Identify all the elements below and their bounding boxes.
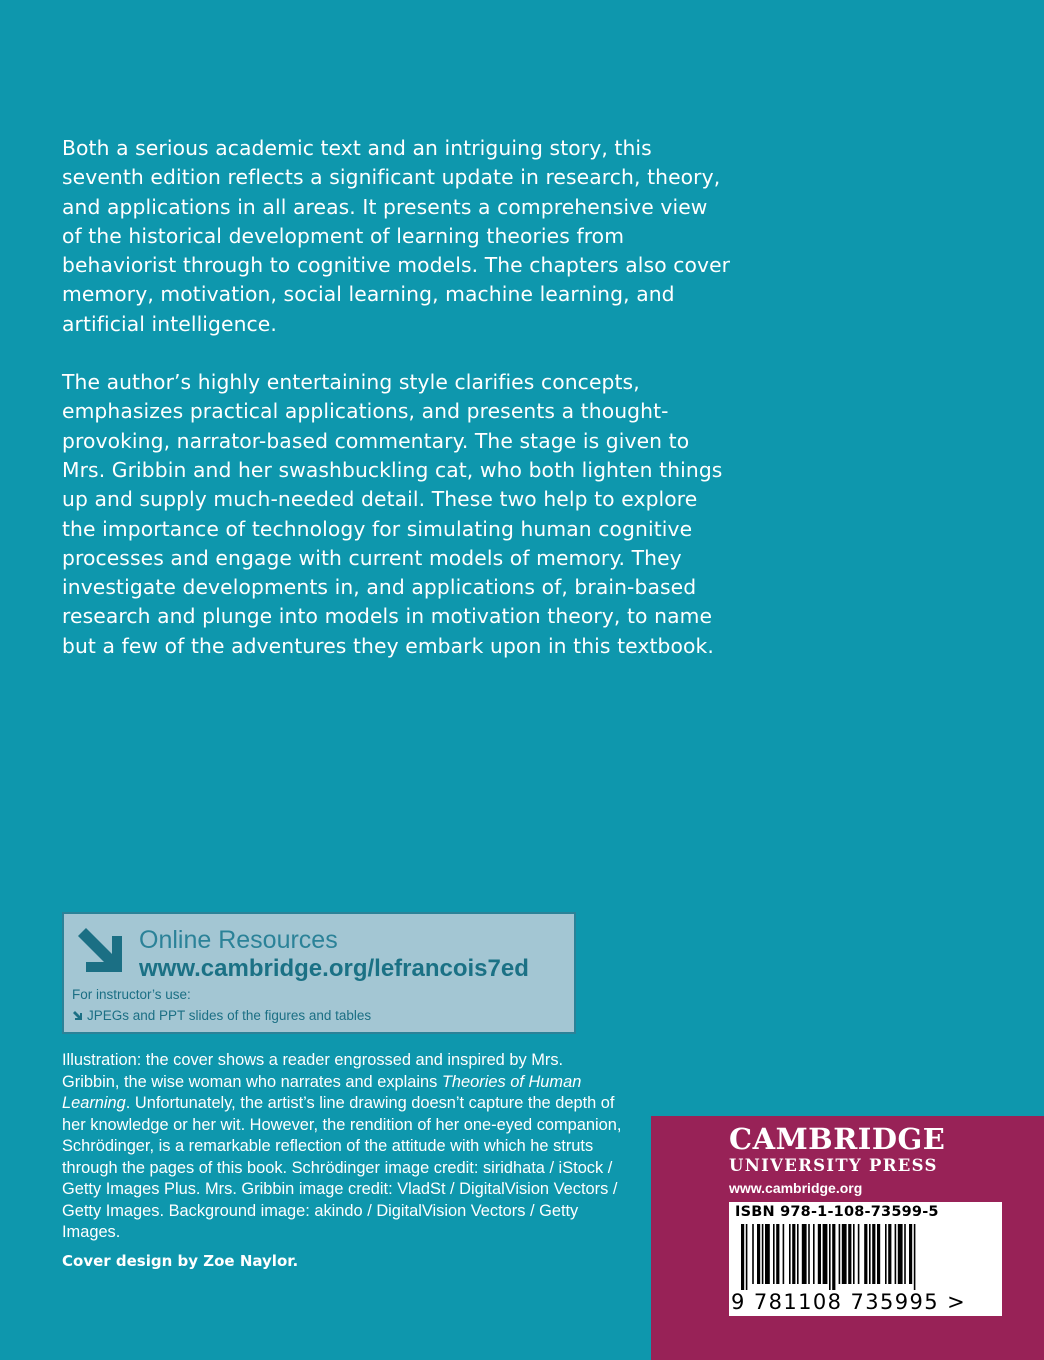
barcode-bar <box>872 1224 875 1284</box>
instructor-use-label: For instructor’s use: <box>72 987 191 1002</box>
barcode-bar <box>877 1224 880 1284</box>
barcode-bar <box>914 1224 916 1290</box>
arrow-down-right-icon <box>74 924 126 976</box>
barcode-bar <box>818 1224 821 1284</box>
barcode-bar <box>762 1224 764 1284</box>
book-title: Theories of Human Learning <box>62 1072 582 1112</box>
barcode-bars <box>733 1224 998 1290</box>
barcode-number: 9 781108 735995 > <box>731 1290 967 1314</box>
isbn-barcode <box>729 1202 1002 1316</box>
online-resources-title: Online Resources <box>139 926 338 954</box>
barcode-bar <box>864 1224 867 1284</box>
barcode-bar <box>808 1224 810 1284</box>
barcode-bar <box>802 1224 807 1284</box>
barcode-bar <box>898 1224 903 1284</box>
isbn-label: ISBN 978-1-108-73599-5 <box>735 1204 939 1220</box>
barcode-bar <box>776 1224 779 1284</box>
barcode-bar <box>789 1224 791 1284</box>
barcode-bar <box>869 1224 871 1284</box>
cover-design-credit: Cover design by Zoe Naylor. <box>62 1252 299 1270</box>
barcode-bar <box>885 1224 887 1284</box>
barcode-bar <box>904 1224 906 1284</box>
barcode-bar <box>823 1224 828 1284</box>
publisher-name: CAMBRIDGE <box>729 1122 946 1156</box>
barcode-bar <box>813 1224 815 1284</box>
illustration-credits <box>62 1050 622 1244</box>
barcode-bar <box>848 1224 851 1284</box>
barcode-bar <box>909 1224 912 1284</box>
credits-text-end: . Unfortunately, the artist’s line drawing doesn’t capture the depth of her knowledge or her wit. However, the rendition of her one-eyed companion, Schrödinger, is a remarkable reflection of the attitude with which he struts through the pages of this book. Schrödinger image credit: siridhata / iStock / Getty Images Plus. Mrs. Gribbin image credit: VladSt / DigitalVision Vectors / Getty Images. Background image: akindo / DigitalVision Vectors / Getty Images. <box>62 1094 622 1241</box>
barcode-bar <box>773 1224 775 1284</box>
barcode-bar <box>839 1224 841 1284</box>
back-cover-blurb <box>62 134 732 690</box>
small-arrow-icon <box>72 1010 83 1021</box>
publisher-subtitle: UNIVERSITY PRESS <box>729 1156 938 1175</box>
barcode-bar <box>792 1224 795 1284</box>
online-resources-url[interactable]: www.cambridge.org/lefrancois7ed <box>139 955 529 982</box>
publisher-panel <box>651 1116 1044 1360</box>
barcode-bar <box>765 1224 770 1284</box>
barcode-bar <box>858 1224 860 1284</box>
barcode-bar <box>853 1224 855 1284</box>
blurb-paragraph-2: The author’s highly entertaining style clarifies concepts, emphasizes practical applications, and presents a thought-provoking, narrator-based commentary. The stage is given to Mrs. Gribbin and her swashbuckling cat, who both lighten things up and supply much-needed detail. These two help to explore the importance of technology for simulating human cognitive processes and engage with current models of memory. They investigate developments in, and applications of, brain-based research and plunge into models in motivation theory, to name but a few of the adventures they embark upon in this textbook. <box>62 370 723 658</box>
blurb-paragraph-1: Both a serious academic text and an intriguing story, this seventh edition reflects a significant update in research, theory, and applications in all areas. It presents a comprehensive view of the historical development of learning theories from behaviorist through to cognitive models. The chapters also cover memory, motivation, social learning, machine learning, and artificial intelligence. <box>62 136 731 336</box>
resource-item-label: JPEGs and PPT slides of the figures and tables <box>87 1008 372 1023</box>
barcode-bar <box>888 1224 891 1284</box>
barcode-bar <box>797 1224 799 1284</box>
barcode-bar <box>842 1224 847 1284</box>
barcode-bar <box>832 1224 835 1290</box>
barcode-bar <box>757 1224 760 1284</box>
barcode-bar <box>895 1224 897 1284</box>
online-resources-box <box>62 912 576 1034</box>
barcode-bar <box>741 1224 744 1290</box>
publisher-url[interactable]: www.cambridge.org <box>729 1180 863 1196</box>
barcode-bar <box>752 1224 754 1284</box>
resource-item <box>72 1008 371 1023</box>
barcode-bar <box>829 1224 831 1290</box>
barcode-bar <box>746 1224 748 1290</box>
barcode-bar <box>783 1224 785 1284</box>
credits-text-start: Illustration: the cover shows a reader engrossed and inspired by Mrs. Gribbin, the wise woman who narrates and explains <box>62 1051 564 1091</box>
